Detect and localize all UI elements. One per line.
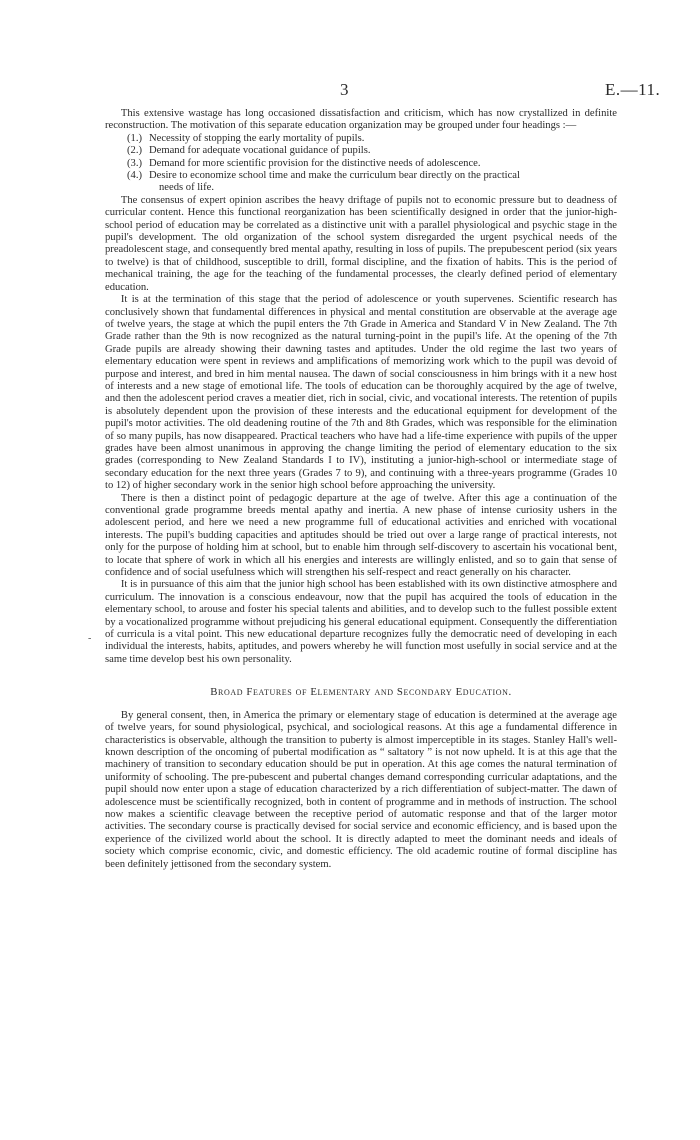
headings-list [105,133,617,195]
list-item-continuation: needs of life. [159,182,215,194]
page-number: 3 [340,80,349,99]
margin-mark: - [88,633,92,644]
paragraph: The consensus of expert opinion ascribes the heavy driftage of pupils not to economic pressure but to deadness of curricular content. Hence this functional reorganization has been scientifically designed in order that the junior-high-school period of education may be correlated as a distinctive unit with a parallel physiological and psychic stage in the pupil's development. The old organization of the school system disregarded the urgent psychical needs of the preadolescent stage, and consequently bred mental apathy, resulting in loss of pupils. The prepubescent period (six years to twelve) is that of childhood, susceptible to drill, formal discipline, and the fixation of habits. This is the period of mechanical training, the age for the teaching of the fundamental processes, the clearly defined period of elementary education. [105,194,617,293]
list-item-number: (4.) [127,170,143,182]
section-heading: Broad Features of Elementary and Secondary Education. [210,686,512,699]
list-item [105,158,617,170]
list-item-number: (3.) [127,157,143,169]
list-item [105,133,617,145]
paragraph: This extensive wastage has long occasioned dissatisfaction and criticism, which has now crystallized in definite reconstruction. The motivation of this separate education organization may be grouped under four headings :— [105,108,617,132]
paragraph: It is in pursuance of this aim that the junior high school has been established with its own distinctive atmosphere and curriculum. The innovation is a conscious endeavour, now that the pupil has acquired the tools of education in the elementary school, to arouse and foster his special talents and abilities, and to develop such to the fullest possible extent by a vocationalized programme without prejudicing his general educational equipment. Consequently the differentiation of curricula is a vital point. This new educational departure recognizes fully the democratic need of developing in each individual the interests, habits, aptitudes, and powers whereby he will function most usefully in social service and at the same time develop best his own personality. [105,579,617,665]
paragraph: By general consent, then, in America the primary or elementary stage of education is determined at the average age of twelve years, for sound physiological, psychical, and sociological reasons. At this age a fundamental difference in characteristics is observable, although the transition to puberty is almost imperceptible in its stages. Stanley Hall's well-known description of the oncoming of pubertal modification as “ saltatory ” is not now upheld. It is at this age that the machinery of transition to secondary education should be put in operation. At this age comes the natural termination of uniformity of schooling. The pre-pubescent and pubertal changes demand corresponding curricular adaptations, and the pupil should now enter upon a stage of education characterized by a rich differentiation of subject-matter. The dawn of adolescence must be scientifically recognized, both in content of programme and in methods of instruction. The school now makes a scientific cleavage between the receptive period of automatic response and that of the larger motor activities. The secondary course is practically devised for social service and economic efficiency, and is based upon the experience of the civilized world about the school. It is directly adapted to meet the dominant needs and ideals of society which comprise economic, civic, and domestic efficiency. The old academic routine of formal discipline has been definitely jettisoned from the secondary system. [105,709,617,870]
list-item-text-wrap [145,170,617,195]
list-item-text: Necessity of stopping the early mortality of pupils. [149,132,365,144]
list-item [105,170,617,195]
document-body [105,108,617,871]
list-item-text: Demand for more scientific provision for the distinctive needs of adolescence. [149,157,481,169]
list-item-text: Desire to economize school time and make the curriculum bear directly on the practical [149,170,520,182]
list-item-number: (1.) [127,132,143,144]
list-item-number: (2.) [127,145,143,157]
list-item [105,145,617,157]
paragraph: There is then a distinct point of pedagogic departure at the age of twelve. After this age a continuation of the conventional grade programme breeds mental apathy and inertia. A new phase of intense curiosity ushers in the adolescent period, and here we need a new programme full of educational activities and enriched with vocational interests. The pupil's budding capacities and aptitudes should be tried out over a large range of practical interests, not only for the purpose of holding him at school, but to enable him through self-discovery to ascertain his vocational bent, to locate that sphere of work in which all his energies and interests are willingly enlisted, and so to gain that sense of confidence and of social usefulness which will strengthen his self-respect and react generally on his character. [105,492,617,579]
paragraph: It is at the termination of this stage that the period of adolescence or youth supervenes. Scientific research has conclusively shown that fundamental differences in physical and mental constitution are observable at the average age of twelve years, the stage at which the pupil enters the 7th Grade in America and Standard V in New Zealand. The 7th Grade rather than the 9th is now recognized as the natural turning-point in the pupil's life. At the opening of the 7th Grade pupils are already showing their dawning tastes and aptitudes. Under the old regime the last two years of elementary education were spent in reviews and amplifications of memorizing work which to the pupil was devoid of purpose and interest, and bred in him mental nausea. The dawn of social consciousness in him brings with it a new host of interests and a new stage of emotional life. The tools of education can be thoroughly acquired by the age of twelve, and then the adolescent period craves a meatier diet, rich in social, civic, and vocational interests. The retention of pupils is absolutely dependent upon the provision of these interests and the educational equipment for development of the pupil's motor activities. The old deadening routine of the 7th and 8th Grades, which was responsible for the elimination of so many pupils, has now disappeared. Practical teachers who have had a life-time experience with pupils of the upper grades have been almost unanimous in approving the change limiting the period of elementary education to the six grades (corresponding to New Zealand Standards I to IV), instituting a junior-high-school or intermediate stage of secondary education for the next three years (Grades 7 to 9), and continuing with a three-years programme (Grades 10 to 12) of higher secondary work in the senior high school before approaching the university. [105,294,617,492]
list-item-text: Demand for adequate vocational guidance of pupils. [149,145,371,157]
page-reference: E.—11. [605,80,661,99]
